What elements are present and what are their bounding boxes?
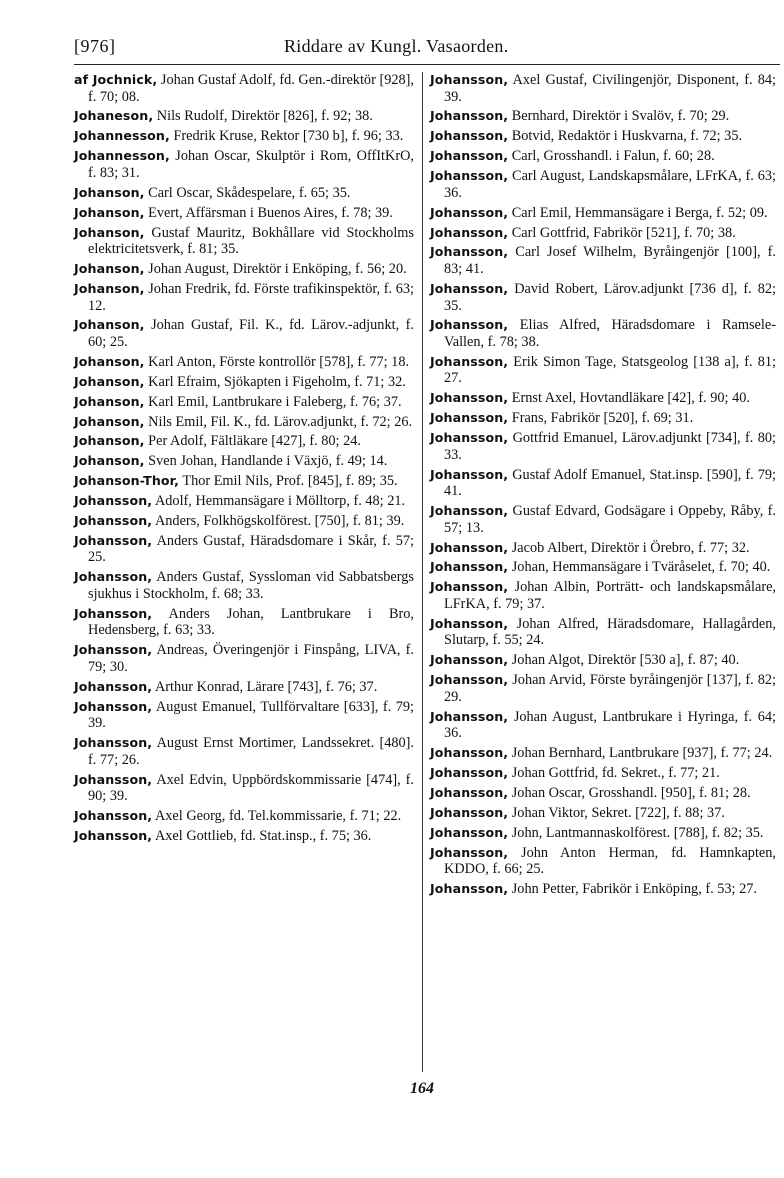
entry-details: Axel Edvin, Uppbördskommissarie [474], f. 90; 39. [88, 771, 414, 805]
register-entry [430, 205, 776, 222]
register-entry [430, 390, 776, 407]
entry-surname: Johansson, [430, 72, 509, 87]
entry-details: Andreas, Överingenjör i Finspång, LIVA, f. 79; 30. [88, 642, 414, 675]
entry-surname: Johannesson, [74, 128, 170, 144]
entry-surname: Johansson, [430, 353, 509, 369]
entry-details: Johan August, Lantbrukare i Hyringa, f. 64; 36. [444, 708, 776, 742]
register-entry [74, 679, 414, 696]
entry-details: Carl Oscar, Skådespelare, f. 65; 35. [144, 184, 351, 201]
entry-surname: Johansson, [74, 569, 153, 585]
entry-surname: Johansson, [430, 224, 509, 240]
register-entry [430, 148, 776, 165]
entry-details: Carl Josef Wilhelm, Byråingenjör [100], f. 83; 41. [444, 244, 776, 278]
register-entry [74, 828, 414, 845]
register-entry [74, 513, 414, 530]
entry-surname: af Jochnick, [74, 72, 158, 87]
register-entry [74, 493, 414, 510]
entry-surname: Johansson, [74, 828, 153, 844]
entry-surname: Johaneson, [74, 108, 154, 124]
register-entry [430, 765, 776, 782]
entry-surname: Johansson, [430, 881, 509, 897]
entry-surname: Johanson, [74, 433, 145, 449]
entry-surname: Johansson, [430, 280, 509, 296]
register-entry [74, 699, 414, 732]
entry-details: Axel Gottlieb, fd. Stat.insp., f. 75; 36. [152, 828, 372, 845]
entry-surname: Johanson, [74, 184, 145, 200]
entry-details: Carl Gottfrid, Fabrikör [521], f. 70; 38. [508, 224, 736, 241]
entry-surname: Johansson, [430, 804, 509, 820]
entry-details: Johan Algot, Direktör [530 a], f. 87; 40. [508, 652, 740, 669]
entry-surname: Johanson-Thor, [74, 473, 180, 489]
entry-details: Karl Anton, Förste kontrollör [578], f. 77; 18. [144, 353, 410, 370]
entry-details: Gustaf Adolf Emanuel, Stat.insp. [590], f. 79; 41. [444, 466, 776, 500]
entry-details: Johan Alfred, Häradsdomare, Hallagården, Slutarp, f. 55; 24. [444, 615, 776, 649]
column-divider [422, 72, 423, 1072]
entry-details: Jacob Albert, Direktör i Örebro, f. 77; 32. [508, 539, 750, 556]
register-entry [74, 533, 414, 566]
register-entry [74, 642, 414, 675]
entry-details: David Robert, Lärov.adjunkt [736 d], f. 82; 35. [444, 280, 776, 314]
entry-details: Nils Emil, Fil. K., fd. Lärov.adjunkt, f. 72; 26. [144, 413, 413, 430]
register-entry [74, 281, 414, 314]
register-entry [430, 825, 776, 842]
entry-details: Nils Rudolf, Direktör [826], f. 92; 38. [153, 108, 373, 125]
entry-surname: Johanson, [74, 261, 145, 277]
entry-surname: Johansson, [430, 108, 509, 124]
entry-details: Anders Gustaf, Syssloman vid Sabbatsbergs sjukhus i Stockholm, f. 68; 33. [88, 569, 414, 602]
register-entry [74, 317, 414, 350]
entry-surname: Johansson, [430, 652, 509, 668]
entry-details: Anders, Folkhögskolförest. [750], f. 81; 39. [152, 513, 405, 529]
entry-details: Adolf, Hemmansägare i Mölltorp, f. 48; 21. [152, 493, 406, 510]
entry-details: Johan Oscar, Skulptör i Rom, OffItKrO, f. 83; 31. [88, 148, 414, 181]
entry-details: August Emanuel, Tullförvaltare [633], f. 79; 39. [88, 698, 414, 732]
register-entry [430, 579, 776, 612]
entry-details: Carl, Grosshandl. i Falun, f. 60; 28. [508, 148, 715, 165]
entry-surname: Johansson, [74, 678, 153, 694]
entry-surname: Johansson, [74, 808, 153, 824]
register-entry [74, 148, 414, 181]
entry-details: Erik Simon Tage, Statsgeolog [138 a], f. 81; 27. [444, 353, 776, 387]
entry-details: John Petter, Fabrikör i Enköping, f. 53; 27. [508, 881, 757, 898]
entry-surname: Johansson, [430, 430, 509, 446]
register-entry [74, 374, 414, 391]
register-entry [74, 128, 414, 145]
register-entry [74, 108, 414, 125]
entry-details: Axel Gustaf, Civilingenjör, Disponent, f. 84; 39. [444, 72, 776, 105]
entry-surname: Johanson, [74, 204, 145, 220]
entry-details: Botvid, Redaktör i Huskvarna, f. 72; 35. [508, 128, 743, 145]
entry-details: Evert, Affärsman i Buenos Aires, f. 78; 39. [144, 204, 393, 221]
register-entry [430, 805, 776, 822]
entry-details: Frans, Fabrikör [520], f. 69; 31. [508, 410, 694, 427]
register-entry [74, 735, 414, 768]
register-entry [74, 354, 414, 371]
entry-details: Elias Alfred, Häradsdomare i Ramsele-Vallen, f. 78; 38. [444, 317, 776, 350]
entry-surname: Johannesson, [74, 148, 170, 164]
folio-number: 164 [410, 1080, 434, 1097]
register-entry [74, 473, 414, 490]
entry-details: Gustaf Mauritz, Bokhållare vid Stockholms elektricitetsverk, f. 81; 35. [88, 224, 414, 258]
entry-surname: Johansson, [430, 539, 509, 555]
running-title: Riddare av Kungl. Vasaorden. [284, 36, 509, 56]
entry-details: Johan Gottfrid, fd. Sekret., f. 77; 21. [508, 765, 720, 782]
entry-details: Johan August, Direktör i Enköping, f. 56; 20. [144, 261, 407, 278]
header-rule [74, 64, 780, 65]
register-entry [430, 745, 776, 762]
left-column [74, 72, 414, 848]
register-entry [430, 559, 776, 576]
register-entry [430, 244, 776, 277]
register-entry [74, 261, 414, 278]
register-entry [430, 168, 776, 201]
entry-surname: Johansson, [430, 765, 509, 781]
entry-surname: Johansson, [430, 148, 509, 164]
register-entry [430, 354, 776, 387]
entry-surname: Johanson, [74, 373, 145, 389]
entry-details: Sven Johan, Handlande i Växjö, f. 49; 14. [144, 453, 388, 470]
entry-surname: Johansson, [430, 559, 509, 575]
register-entry [430, 503, 776, 536]
entry-details: Carl Emil, Hemmansägare i Berga, f. 52; 09. [508, 204, 768, 221]
entry-details: Axel Georg, fd. Tel.kommissarie, f. 71; 22. [152, 808, 402, 825]
entry-details: Per Adolf, Fältläkare [427], f. 80; 24. [144, 433, 361, 450]
entry-surname: Johansson, [74, 698, 153, 714]
entry-surname: Johansson, [74, 735, 153, 751]
entry-surname: Johanson, [74, 413, 145, 429]
entry-surname: Johansson, [430, 672, 509, 688]
entry-details: Karl Efraim, Sjökapten i Figeholm, f. 71; 32. [144, 373, 406, 390]
register-entry [430, 225, 776, 242]
register-entry [430, 540, 776, 557]
register-entry [74, 606, 414, 639]
entry-surname: Johansson, [430, 390, 509, 406]
entry-surname: Johansson, [430, 579, 509, 595]
entry-details: Johan Arvid, Förste byråingenjör [137], f. 82; 29. [444, 672, 776, 705]
entry-details: Johan, Hemmansägare i Tväråselet, f. 70; 40. [508, 559, 771, 576]
entry-surname: Johansson, [430, 784, 509, 800]
entry-details: August Ernst Mortimer, Landssekret. [480]. f. 77; 26. [88, 735, 414, 768]
entry-surname: Johansson, [430, 503, 509, 519]
entry-details: Johan Gustaf, Fil. K., fd. Lärov.-adjunkt, f. 60; 25. [88, 317, 414, 350]
entry-surname: Johansson, [430, 128, 509, 144]
register-entry [74, 433, 414, 450]
entry-surname: Johansson, [430, 615, 509, 631]
page-header [74, 36, 780, 62]
entry-surname: Johansson, [430, 708, 509, 724]
entry-surname: Johanson, [74, 280, 145, 296]
entry-details: John, Lantmannaskolförest. [788], f. 82; 35. [508, 824, 764, 841]
entry-surname: Johansson, [74, 771, 153, 787]
register-entry [430, 410, 776, 427]
right-column [430, 72, 776, 901]
entry-surname: Johansson, [430, 168, 509, 184]
entry-surname: Johansson, [430, 204, 509, 220]
register-entry [74, 225, 414, 258]
entry-surname: Johansson, [74, 493, 153, 509]
register-entry [430, 709, 776, 742]
entry-details: Anders Gustaf, Häradsdomare i Skår, f. 57; 25. [88, 532, 414, 566]
register-entry [430, 467, 776, 500]
register-entry [74, 772, 414, 805]
entry-details: Gustaf Edvard, Godsägare i Oppeby, Råby, f. 57; 13. [444, 503, 776, 536]
entry-details: Johan Oscar, Grosshandl. [950], f. 81; 28. [508, 784, 751, 801]
register-entry [430, 652, 776, 669]
register-entry [430, 128, 776, 145]
entry-details: Thor Emil Nils, Prof. [845], f. 89; 35. [179, 473, 398, 490]
register-entry [430, 281, 776, 314]
register-entry [430, 317, 776, 350]
entry-details: Karl Emil, Lantbrukare i Faleberg, f. 76; 37. [144, 393, 402, 410]
register-entry [74, 185, 414, 202]
register-entry [430, 430, 776, 463]
entry-details: John Anton Herman, fd. Hamnkapten, KDDO, f. 66; 25. [444, 844, 776, 878]
entry-surname: Johansson, [430, 317, 509, 333]
entry-details: Carl August, Landskapsmålare, LFrKA, f. 63; 36. [444, 168, 776, 201]
register-entry [74, 569, 414, 602]
register-entry [74, 72, 414, 105]
register-entry [74, 808, 414, 825]
entry-details: Arthur Konrad, Lärare [743], f. 76; 37. [152, 678, 378, 695]
register-entry [430, 108, 776, 125]
register-entry [74, 453, 414, 470]
entry-surname: Johansson, [430, 410, 509, 426]
entry-details: Johan Bernhard, Lantbrukare [937], f. 77; 24. [508, 745, 773, 762]
entry-details: Johan Albin, Porträtt- och landskapsmålare, LFrKA, f. 79; 37. [444, 579, 776, 612]
entry-details: Fredrik Kruse, Rektor [730 b], f. 96; 33. [169, 128, 404, 145]
register-entry [430, 672, 776, 705]
entry-surname: Johanson, [74, 317, 145, 333]
register-entry [430, 785, 776, 802]
entry-surname: Johansson, [430, 244, 509, 260]
register-entry [430, 616, 776, 649]
register-entry [74, 414, 414, 431]
register-entry [74, 205, 414, 222]
entry-details: Johan Gustaf Adolf, fd. Gen.-direktör [928], f. 70; 08. [88, 72, 414, 105]
entry-surname: Johansson, [74, 532, 153, 548]
entry-surname: Johanson, [74, 393, 145, 409]
entry-surname: Johanson, [74, 353, 145, 369]
entry-details: Johan Viktor, Sekret. [722], f. 88; 37. [508, 804, 725, 821]
register-entry [430, 881, 776, 898]
entry-surname: Johansson, [430, 745, 509, 761]
entry-details: Gottfrid Emanuel, Lärov.adjunkt [734], f. 80; 33. [444, 430, 776, 463]
entry-details: Ernst Axel, Hovtandläkare [42], f. 90; 40. [508, 390, 750, 407]
entry-surname: Johansson, [430, 466, 509, 482]
register-entry [430, 845, 776, 878]
register-entry [74, 394, 414, 411]
entry-surname: Johansson, [430, 844, 509, 860]
entry-details: Bernhard, Direktör i Svalöv, f. 70; 29. [508, 108, 730, 125]
entry-surname: Johanson, [74, 453, 145, 469]
page-label: [976] [74, 36, 116, 56]
register-entry [430, 72, 776, 105]
entry-surname: Johansson, [74, 642, 153, 658]
entry-surname: Johansson, [74, 605, 153, 621]
entry-surname: Johansson, [430, 824, 509, 840]
entry-surname: Johansson, [74, 513, 153, 528]
entry-details: Anders Johan, Lantbrukare i Bro, Hedensberg, f. 63; 33. [88, 605, 414, 639]
entry-surname: Johanson, [74, 224, 145, 240]
entry-details: Johan Fredrik, fd. Förste trafikinspektör, f. 63; 12. [88, 280, 414, 314]
